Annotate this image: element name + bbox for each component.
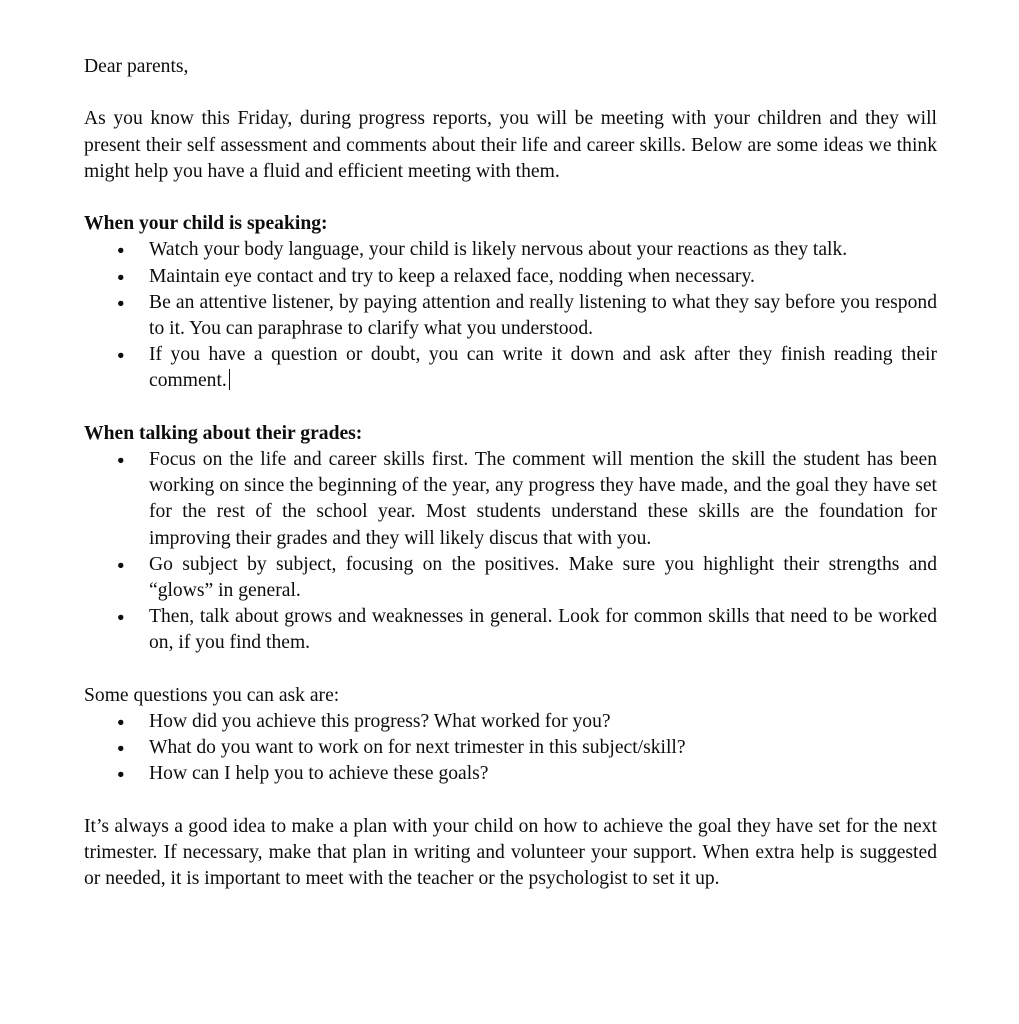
list-item: [84, 290, 937, 342]
spacer-before-section-1: [84, 185, 937, 211]
document-body[interactable]: [84, 54, 937, 892]
bullet-text: Maintain eye contact and try to keep a relaxed face, nodding when necessary.: [149, 265, 755, 287]
intro-paragraph: As you know this Friday, during progress reports, you will be meeting with your children and they will present their self assessment and comments about their life and career skills. Below are some ideas we think might help you have a fluid and efficient meeting with them.: [84, 108, 937, 182]
bullet-text: How did you achieve this progress? What worked for you?: [149, 711, 611, 733]
list-item: [84, 735, 937, 761]
spacer-before-questions: [84, 657, 937, 683]
spacer-before-closing: [84, 788, 937, 814]
bullet-text: Be an attentive listener, by paying attention and really listening to what they say before you respond to it. You can paraphrase to clarify what you understood.: [149, 291, 937, 339]
bullet-list-speaking: [84, 237, 937, 394]
spacer-before-section-2: [84, 395, 937, 421]
bullet-text: Then, talk about grows and weaknesses in general. Look for common skills that need to be worked on, if you find them.: [149, 606, 937, 654]
list-item: [84, 761, 937, 787]
spacer-after-salutation: [84, 80, 937, 106]
list-item: [84, 604, 937, 656]
salutation: Dear parents,: [84, 56, 189, 77]
closing-paragraph: It’s always a good idea to make a plan with your child on how to achieve the goal they have set for the next trimester. If necessary, make that plan in writing and volunteer your support. When extra help is suggested or needed, it is important to meet with the teacher or the psychologist to set it up.: [84, 815, 937, 890]
list-item: [84, 552, 937, 604]
section-heading-speaking: When your child is speaking:: [84, 213, 328, 235]
section-heading-grades: When talking about their grades:: [84, 422, 363, 444]
bullet-text: Focus on the life and career skills first. The comment will mention the skill the student has been working on since the beginning of the year, any progress they have made, and the goal they have set for the rest of the school year. Most students understand these skills are the foundation for improving their grades and they will likely discus that with you.: [149, 449, 937, 549]
list-item: [84, 447, 937, 552]
bullet-list-questions: [84, 709, 937, 788]
bullet-text: What do you want to work on for next trimester in this subject/skill?: [149, 737, 686, 759]
bullet-text: If you have a question or doubt, you can write it down and ask after they finish reading their comment.: [149, 344, 937, 392]
bullet-list-grades: [84, 447, 937, 657]
questions-lead-in: Some questions you can ask are:: [84, 684, 340, 706]
list-item: [84, 264, 937, 290]
list-item: [84, 342, 937, 394]
bullet-text: Watch your body language, your child is likely nervous about your reactions as they talk.: [149, 239, 848, 261]
list-item: [84, 709, 937, 735]
bullet-text: Go subject by subject, focusing on the positives. Make sure you highlight their strengths and “glows” in general.: [149, 553, 937, 602]
list-item: [84, 237, 937, 263]
bullet-text: How can I help you to achieve these goals?: [149, 763, 489, 785]
text-cursor-caret: [229, 369, 231, 390]
